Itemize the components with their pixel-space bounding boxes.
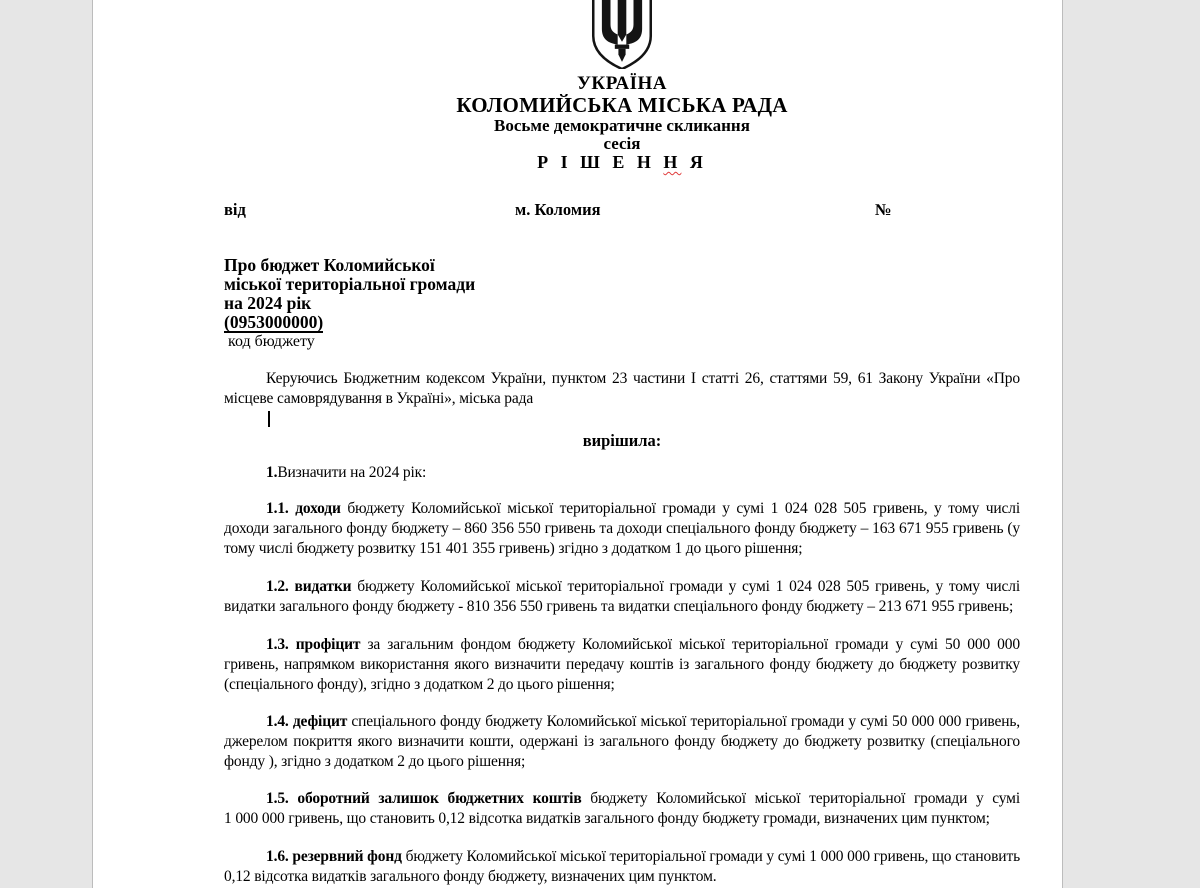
- subject-line: на 2024 рік: [224, 293, 312, 313]
- date-from-label[interactable]: від: [224, 200, 246, 219]
- text-cursor: [268, 411, 270, 427]
- resolution-item[interactable]: [224, 635, 1020, 695]
- ukraine-trident-icon: [586, 0, 658, 69]
- item-lead: 1.5. оборотний залишок бюджетних коштів: [266, 790, 591, 807]
- item-text: Визначити на 2024 рік:: [277, 464, 427, 481]
- header-decision-title[interactable]: [224, 153, 1020, 171]
- resolution-item[interactable]: [224, 847, 1020, 887]
- decision-word-part: Я: [681, 152, 707, 172]
- resolution-item[interactable]: [224, 499, 1020, 559]
- item-lead: 1.4. дефіцит: [266, 713, 352, 730]
- item-text: бюджету Коломийської міської територіальної громади у сумі 1 024 028 505 гривень, у тому числі видатки загального фонду бюджету - 810 356 550 гривень та видатки спеціального фонду бюджету – 213 671 955 гривень;: [224, 578, 1020, 615]
- budget-code: (0953000000): [224, 312, 324, 332]
- resolution-item[interactable]: [224, 712, 1020, 772]
- subject-line: Про бюджет Коломийської: [224, 255, 435, 275]
- meta-row: [224, 200, 1020, 220]
- item-text: бюджету Коломийської міської територіальної громади у сумі 1 000 000 гривень, що становить 0,12 відсотка видатків загального фонду бюджету, визначених цим пунктом.: [224, 848, 1020, 885]
- preamble-paragraph[interactable]: Керуючись Бюджетним кодексом України, пунктом 23 частини І статті 26, статтями 59, 61 Закону України «Про місцеве самоврядування в Україні», міська рада: [224, 370, 1020, 407]
- subject-block[interactable]: [224, 256, 1020, 351]
- place-city[interactable]: м. Коломия: [515, 200, 601, 219]
- item-text: бюджету Коломийської міської територіальної громади у сумі 1 000 000 гривень, що становить 0,12 відсотка видатків загального фонду бюджету громади, визначених цим пунктом;: [224, 790, 1021, 827]
- item-text: за загальним фондом бюджету Коломийської міської територіальної громади у сумі 50 000 000 гривень, напрямком використання якого визначити передачу коштів із загального фонду бюджету до бюджету розвитку (спеціального фонду), згідно з додатком 2 до цього рішення;: [224, 636, 1020, 693]
- item-lead: 1.6. резервний фонд: [266, 848, 406, 865]
- item-lead: 1.2. видатки: [266, 578, 358, 595]
- item-text: спеціального фонду бюджету Коломийської міської територіальної громади у сумі 50 000 000 гривень, джерелом покриття якого визначити кошти, одержані із загального фонду бюджету до бюджету розвитку (спеціального фонду ), згідно з додатком 2 до цього рішення;: [224, 713, 1021, 770]
- resolution-item[interactable]: [224, 577, 1020, 617]
- budget-code-caption: код бюджету: [228, 333, 315, 350]
- header-council[interactable]: КОЛОМИЙСЬКА МІСЬКА РАДА: [456, 93, 788, 117]
- header-convocation[interactable]: Восьме демократичне скликання: [494, 116, 750, 135]
- item-lead: 1.: [266, 464, 278, 481]
- resolution-item[interactable]: [224, 463, 1020, 483]
- item-lead: 1.1. доходи: [266, 500, 348, 517]
- item-text: бюджету Коломийської міської територіальної громади у сумі 1 024 028 505 гривень, у тому числі доходи загального фонду бюджету – 860 356 550 гривень та доходи спеціального фонду бюджету – 163 671 955 гривень (у тому числі бюджету розвитку 151 401 355 гривень) згідно з додатком 1 до цього рішення;: [224, 500, 1020, 557]
- decision-word-flagged: Н: [663, 152, 682, 172]
- subject-line: міської територіальної громади: [224, 274, 476, 294]
- resolved-heading[interactable]: вирішила:: [582, 431, 662, 450]
- item-lead: 1.3. профіцит: [266, 636, 368, 653]
- page-content: [93, 0, 1062, 887]
- number-label[interactable]: №: [875, 200, 892, 219]
- header-session[interactable]: сесія: [603, 134, 641, 153]
- empty-line[interactable]: [224, 409, 1020, 429]
- coat-of-arms: [224, 0, 1020, 69]
- header-country[interactable]: УКРАЇНА: [576, 73, 667, 94]
- decision-word-part: Р І Ш Е Н: [537, 152, 664, 172]
- document-page[interactable]: [92, 0, 1063, 888]
- resolution-item[interactable]: [224, 789, 1020, 829]
